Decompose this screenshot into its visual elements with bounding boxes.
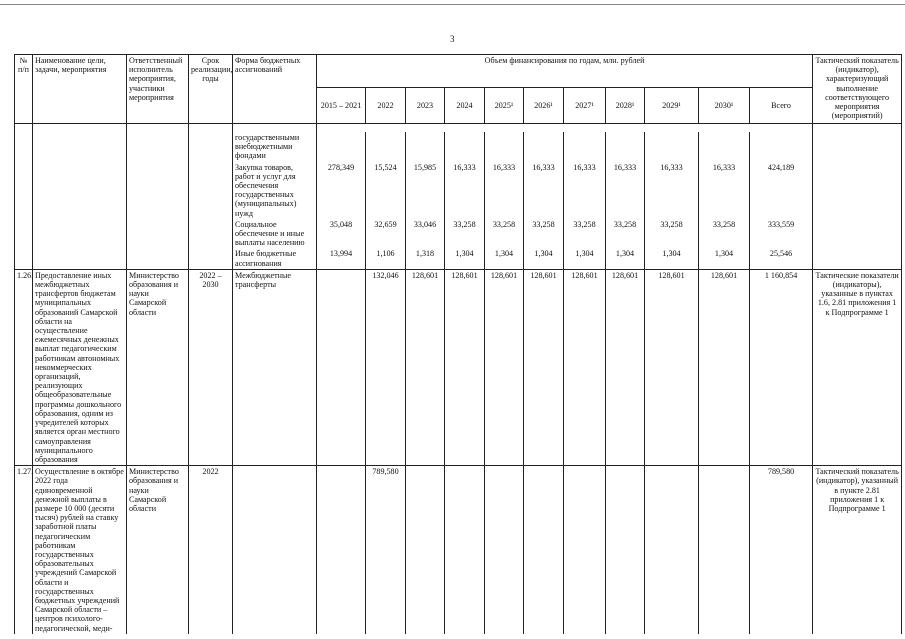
value-cell: 128,601	[524, 269, 564, 465]
header-form: Форма бюджетных ассигнований	[233, 55, 317, 124]
row-indicator: Тактический показатель (индикатор), указанный в пункте 2.81 приложения 1 к Подпрограмме 1	[813, 466, 902, 634]
value-cell: 33,046	[406, 219, 445, 249]
value-cell	[317, 269, 366, 465]
value-cell: 128,601	[645, 269, 699, 465]
value-cell: 278,349	[317, 162, 366, 219]
value-cell	[645, 466, 699, 634]
value-cell	[564, 466, 606, 634]
year-header: 2024	[445, 88, 485, 124]
year-header: 2028¹	[606, 88, 645, 124]
value-cell: 35,048	[317, 219, 366, 249]
value-cell: 1,304	[645, 248, 699, 269]
total-cell: 333,559	[750, 219, 813, 249]
value-cell: 33,258	[485, 219, 524, 249]
value-cell: 1,304	[699, 248, 750, 269]
form-cell: Закупка товаров, работ и услуг для обеспечения государственных (муниципальных) нужд	[233, 162, 317, 219]
value-cell: 16,333	[524, 162, 564, 219]
value-cell: 1,304	[564, 248, 606, 269]
form-cell: Социальное обеспечение и иные выплаты населению	[233, 219, 317, 249]
value-cell: 33,258	[699, 219, 750, 249]
page-top-rule	[0, 4, 905, 5]
value-cell: 16,333	[485, 162, 524, 219]
total-cell: 25,546	[750, 248, 813, 269]
value-cell: 16,333	[606, 162, 645, 219]
header-indicator: Тактический показатель (индикатор), характеризующий выполнение соответствующего мероприятия (мероприятий)	[813, 55, 902, 124]
table-row	[15, 466, 902, 634]
year-header: 2029¹	[645, 88, 699, 124]
value-cell: 1,304	[445, 248, 485, 269]
total-cell: 1 160,854	[750, 269, 813, 465]
year-header: 2030¹	[699, 88, 750, 124]
value-cell: 128,601	[606, 269, 645, 465]
header-name: Наименование цели, задачи, мероприятия	[33, 55, 127, 124]
value-cell: 128,601	[445, 269, 485, 465]
row-executor: Министерство образования и науки Самарской области	[127, 466, 189, 634]
value-cell: 13,994	[317, 248, 366, 269]
value-cell: 33,258	[564, 219, 606, 249]
value-cell: 1,304	[485, 248, 524, 269]
value-cell: 33,258	[445, 219, 485, 249]
row-indicator: Тактические показатели (индикаторы), указанные в пунктах 1.6, 2.81 приложения 1 к Подпрограмме 1	[813, 269, 902, 465]
form-cell: Иные бюджетные ассигнования	[233, 248, 317, 269]
row-term: 2022	[189, 466, 233, 634]
year-header: 2025¹	[485, 88, 524, 124]
year-header: 2027¹	[564, 88, 606, 124]
total-cell: 424,189	[750, 162, 813, 219]
value-cell: 16,333	[645, 162, 699, 219]
row-form: Межбюджетные трансферты	[233, 269, 317, 465]
value-cell: 1,318	[406, 248, 445, 269]
header-funding: Объем финансирования по годам, млн. рублей	[317, 55, 813, 88]
value-cell	[485, 466, 524, 634]
year-header: 2026¹	[524, 88, 564, 124]
value-cell: 132,046	[366, 269, 406, 465]
funding-table	[14, 54, 902, 634]
header-term: Срок реализации, годы	[189, 55, 233, 124]
value-cell	[445, 466, 485, 634]
year-header: 2022	[366, 88, 406, 124]
year-header: 2015 – 2021	[317, 88, 366, 124]
row-name: Предоставление иных межбюджетных трансфертов бюджетам муниципальных образований Самарской области на осуществление ежемесячных денежных выплат педагогическим работникам автономных некоммерческих организаций, реализующих общеобразовательные программы дошкольного образования, одним из учредителей которых является орган местного самоуправления муниципального образования	[33, 269, 127, 465]
value-cell: 15,985	[406, 162, 445, 219]
row-number: 1.27.	[15, 466, 33, 634]
row-number: 1.26.	[15, 269, 33, 465]
value-cell: 128,601	[485, 269, 524, 465]
value-cell: 1,304	[524, 248, 564, 269]
year-header: Всего	[750, 88, 813, 124]
value-cell: 33,258	[645, 219, 699, 249]
value-cell: 16,333	[445, 162, 485, 219]
value-cell: 32,659	[366, 219, 406, 249]
value-cell	[317, 466, 366, 634]
row-term: 2022 – 2030	[189, 269, 233, 465]
value-cell: 15,524	[366, 162, 406, 219]
table-row	[15, 269, 902, 465]
total-cell: 789,580	[750, 466, 813, 634]
page-number: 3	[450, 34, 455, 44]
year-header: 2023	[406, 88, 445, 124]
value-cell: 789,580	[366, 466, 406, 634]
value-cell: 1,304	[606, 248, 645, 269]
row-executor: Министерство образования и науки Самарской области	[127, 269, 189, 465]
value-cell: 128,601	[564, 269, 606, 465]
continuation-text: государственными внебюджетными фондами	[233, 132, 317, 162]
value-cell: 1,106	[366, 248, 406, 269]
value-cell: 16,333	[699, 162, 750, 219]
value-cell: 128,601	[406, 269, 445, 465]
value-cell	[606, 466, 645, 634]
row-name: Осуществление в октябре 2022 года единовременной денежной выплаты в размере 10 000 (десяти тысяч) рублей на ставку заработной платы педагогическим работникам государственных образовательных учреждений Самарской области и государственных бюджетных учреждений Самарской области – центров психолого-педагогической, меди-	[33, 466, 127, 634]
value-cell: 128,601	[699, 269, 750, 465]
value-cell	[406, 466, 445, 634]
header-executor: Ответственный исполнитель мероприятия, участники мероприятия	[127, 55, 189, 124]
value-cell	[699, 466, 750, 634]
value-cell	[524, 466, 564, 634]
value-cell: 33,258	[606, 219, 645, 249]
value-cell: 16,333	[564, 162, 606, 219]
value-cell: 33,258	[524, 219, 564, 249]
row-form	[233, 466, 317, 634]
header-num: № п/п	[15, 55, 33, 124]
